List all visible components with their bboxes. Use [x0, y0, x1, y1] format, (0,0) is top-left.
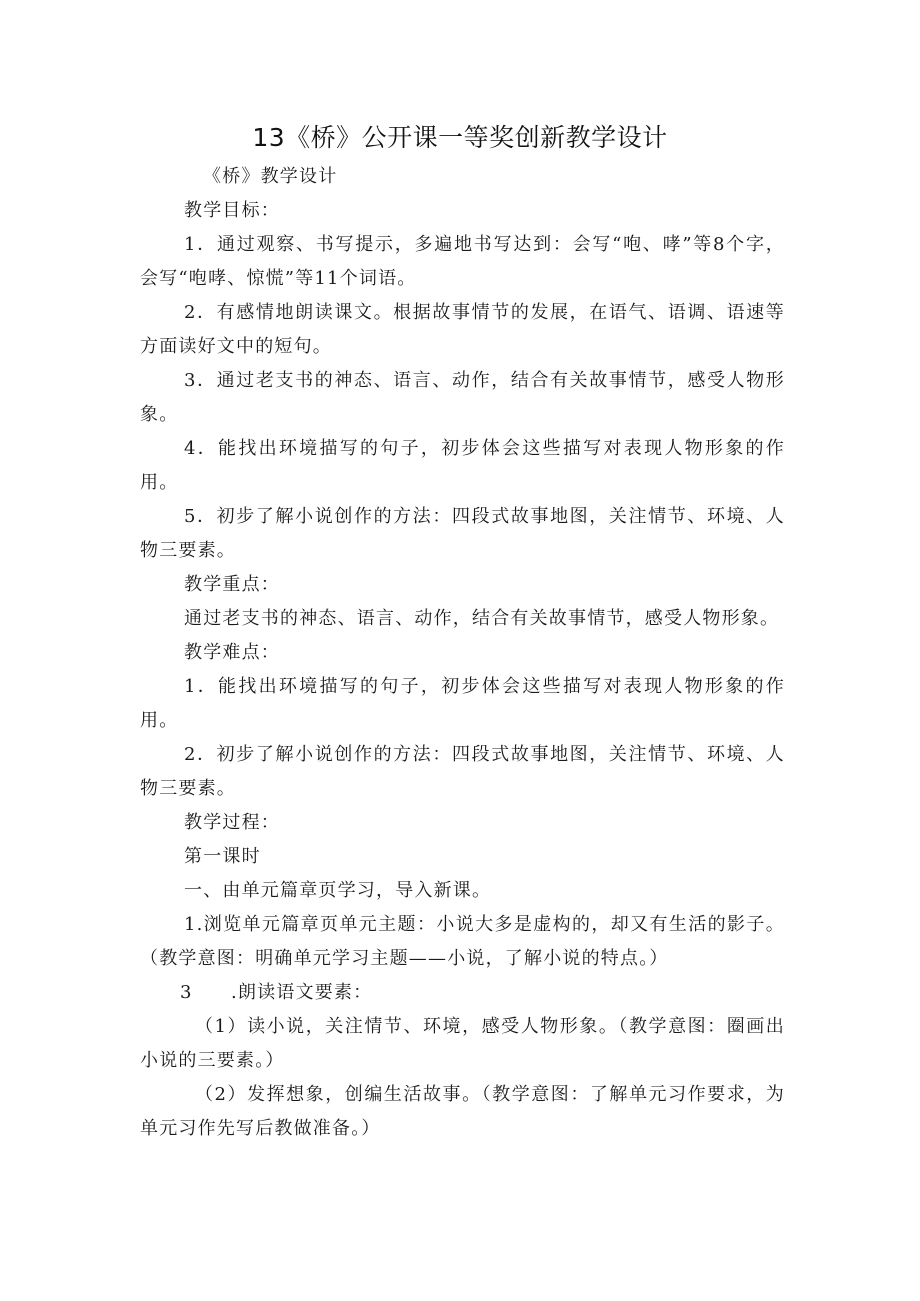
goals-heading: 教学目标：: [184, 200, 280, 221]
document-body: [140, 160, 785, 1146]
process-step: 3 .朗读语文要素：: [180, 982, 373, 1003]
goal-item: 1．通过观察、书写提示，多遍地书写达到：会写“咆、哮”等8个字，会写“咆哮、惊慌”等11个词语。: [140, 234, 785, 289]
key-text: 通过老支书的神态、语言、动作，结合有关故事情节，感受人物形象。: [184, 608, 780, 629]
subtitle: 《桥》教学设计: [203, 166, 338, 187]
difficulty-item: 2．初步了解小说创作的方法：四段式故事地图，关注情节、环境、人物三要素。: [140, 744, 785, 799]
difficulty-item: 1．能找出环境描写的句子，初步体会这些描写对表现人物形象的作用。: [140, 676, 785, 731]
section-heading: 一、由单元篇章页学习，导入新课。: [184, 880, 492, 901]
goal-item: 5．初步了解小说创作的方法：四段式故事地图，关注情节、环境、人物三要素。: [140, 506, 785, 561]
document-title: 13《桥》公开课一等奖创新教学设计: [252, 123, 668, 152]
process-substep: （1）读小说，关注情节、环境，感受人物形象。（教学意图：圈画出小说的三要素。）: [140, 1016, 785, 1071]
lesson-heading: 第一课时: [184, 846, 261, 867]
process-heading: 教学过程：: [184, 812, 280, 833]
key-heading: 教学重点：: [184, 574, 280, 595]
goal-item: 2．有感情地朗读课文。根据故事情节的发展，在语气、语调、语速等方面读好文中的短句。: [140, 302, 785, 357]
process-substep: （2）发挥想象，创编生活故事。（教学意图：了解单元习作要求，为单元习作先写后教做准备。）: [140, 1084, 785, 1139]
goal-item: 4．能找出环境描写的句子，初步体会这些描写对表现人物形象的作用。: [140, 438, 785, 493]
goal-item: 3．通过老支书的神态、语言、动作，结合有关故事情节，感受人物形象。: [140, 370, 785, 425]
difficulty-heading: 教学难点：: [184, 642, 280, 663]
process-step: 1.浏览单元篇章页单元主题：小说大多是虚构的，却又有生活的影子。（教学意图：明确单元学习主题——小说，了解小说的特点。）: [140, 914, 785, 969]
